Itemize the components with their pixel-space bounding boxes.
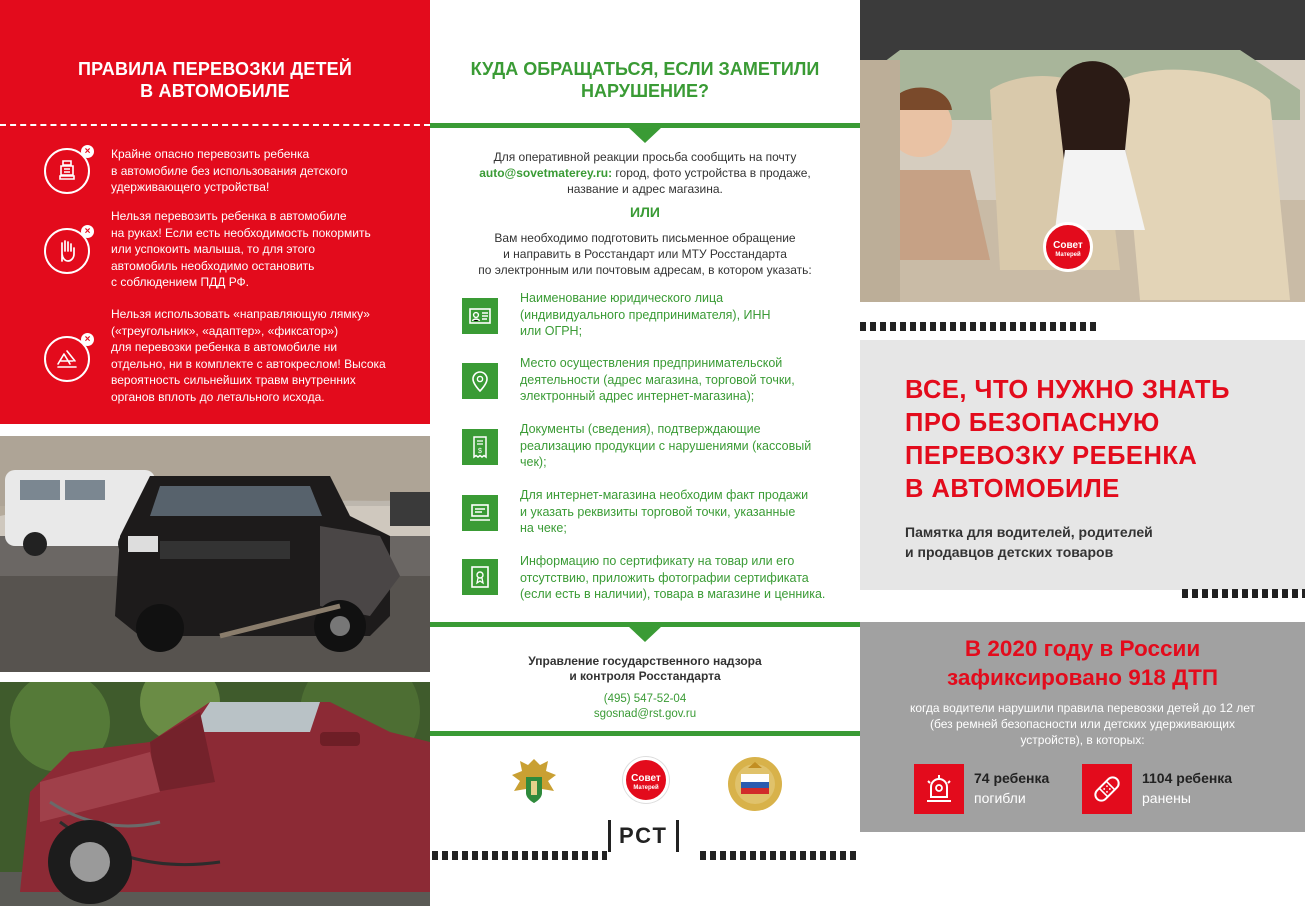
rules-title — [0, 58, 430, 102]
dashed-bar-decoration — [430, 851, 607, 860]
deaths-stat — [914, 764, 1064, 814]
injured-stat — [1082, 764, 1262, 814]
requirement-text: Документы (сведения), подтверждающие реализацию продукции с нарушениями (кассовый чек); — [520, 422, 812, 469]
statistics-headline: В 2020 году в России зафиксировано 918 ДТП — [946, 636, 1219, 690]
ambulance-light-icon — [914, 764, 964, 814]
mother-child-car-photo — [860, 0, 1305, 302]
id-card-icon — [462, 298, 498, 334]
rule-text: Нельзя использовать «направляющую лямку» («треугольник», «адаптер», «фиксатор») для перевозки ребенка в автомобиле ни отдельно, ни в комплекте с автокреслом! Высока вероятность сильнейших травм внутренних органов вплоть до летального исхода. — [111, 307, 386, 404]
main-subtitle: Памятка для водителей, родителей и продавцов детских товаров — [905, 524, 1153, 560]
agency-name: Управление государственного надзора и контроля Росстандарта — [528, 654, 762, 683]
report-title-line: НАРУШЕНИЕ? — [581, 81, 709, 101]
or-label: ИЛИ — [630, 204, 660, 220]
rule-text: Нельзя перевозить ребенка в автомобиле на руках! Если есть необходимость покормить или успокоить малыша, то для этого автомобиль необходимо остановить с соблюдением ПДД РФ. — [111, 209, 371, 289]
green-divider — [430, 731, 860, 736]
divider-arrow-icon — [628, 626, 662, 642]
rst-logo: РСТ — [608, 820, 679, 852]
report-title — [430, 58, 860, 102]
statistics-description: когда водители нарушили правила перевозки детей до 12 лет (без ремней безопасности или детских удерживающих устройств), в которых: — [910, 701, 1255, 747]
dashed-bar-decoration — [700, 851, 860, 860]
dashed-bar-decoration — [1182, 589, 1305, 598]
requirement-text: Наименование юридического лица (индивидуального предпринимателя), ИНН или ОГРН; — [520, 291, 771, 338]
crashed-car-photo — [0, 436, 430, 672]
receipt-icon — [462, 429, 498, 465]
requirement-text: Информацию по сертификату на товар или его отсутствию, приложить фотографии сертификата (если есть в наличии), товара в магазине и ценника. — [520, 554, 826, 601]
injured-count: 1104 ребенка — [1142, 770, 1233, 786]
traffic-police-emblem — [726, 754, 784, 814]
middle-column — [430, 0, 860, 906]
seat-strap-icon: × — [44, 336, 90, 382]
coat-of-arms-logo — [506, 755, 562, 815]
deaths-count: 74 ребенка — [974, 770, 1050, 786]
svg-text:$: $ — [478, 448, 482, 455]
car-seat-icon: × — [44, 148, 90, 194]
sovet-materey-photo-logo: Совет Матерей — [1043, 222, 1093, 272]
sovet-materey-logo: Совет Матерей — [623, 757, 669, 803]
report-title-line: КУДА ОБРАЩАТЬСЯ, ЕСЛИ ЗАМЕТИЛИ — [470, 59, 820, 79]
map-pin-icon — [462, 363, 498, 399]
agency-email-link[interactable]: sgosnad@rst.gov.ru — [593, 708, 697, 720]
agency-phone[interactable]: (495) 547-52-04 — [603, 693, 687, 705]
certificate-icon — [462, 559, 498, 595]
requirement-text: Для интернет-магазина необходим факт продажи и указать реквизиты торговой точки, указанные на чеке; — [520, 488, 809, 535]
dashed-divider — [0, 124, 430, 126]
requirement-text: Место осуществления предпринимательской деятельности (адрес магазина, торговой точки, электронный адрес интернет-магазина); — [520, 356, 795, 403]
crashed-red-car-photo — [0, 682, 430, 906]
main-title: ВСЕ, ЧТО НУЖНО ЗНАТЬ ПРО БЕЗОПАСНУЮ ПЕРЕВОЗКУ РЕБЕНКА В АВТОМОБИЛЕ — [905, 376, 1230, 503]
injured-label: ранены — [1142, 790, 1191, 806]
right-column — [860, 0, 1305, 906]
statistics-panel — [860, 622, 1305, 832]
instructions-paragraph: Вам необходимо подготовить письменное обращение и направить в Росстандарт или МТУ Росстандарта по электронным или почтовым адресам, в котором указать: — [478, 231, 812, 277]
stop-hand-icon: × — [44, 228, 90, 274]
dashed-bar-decoration — [860, 322, 1098, 331]
intro-paragraph: Для оперативной реакции просьба сообщить на почту auto@sovetmaterey.ru: город, фото устройства в продаже, название и адрес магазина. — [479, 150, 811, 196]
rules-title-line: В АВТОМОБИЛЕ — [140, 81, 290, 101]
divider-arrow-icon — [628, 127, 662, 143]
contact-email-link[interactable]: auto@sovetmaterey.ru: — [479, 166, 613, 180]
laptop-icon — [462, 495, 498, 531]
bandage-icon — [1082, 764, 1132, 814]
rules-panel — [0, 0, 430, 424]
rules-title-line: ПРАВИЛА ПЕРЕВОЗКИ ДЕТЕЙ — [77, 59, 352, 79]
left-column — [0, 0, 430, 906]
deaths-label: погибли — [974, 790, 1026, 806]
rule-text: Крайне опасно перевозить ребенка в автомобиле без использования детского удерживающего устройства! — [111, 147, 348, 194]
